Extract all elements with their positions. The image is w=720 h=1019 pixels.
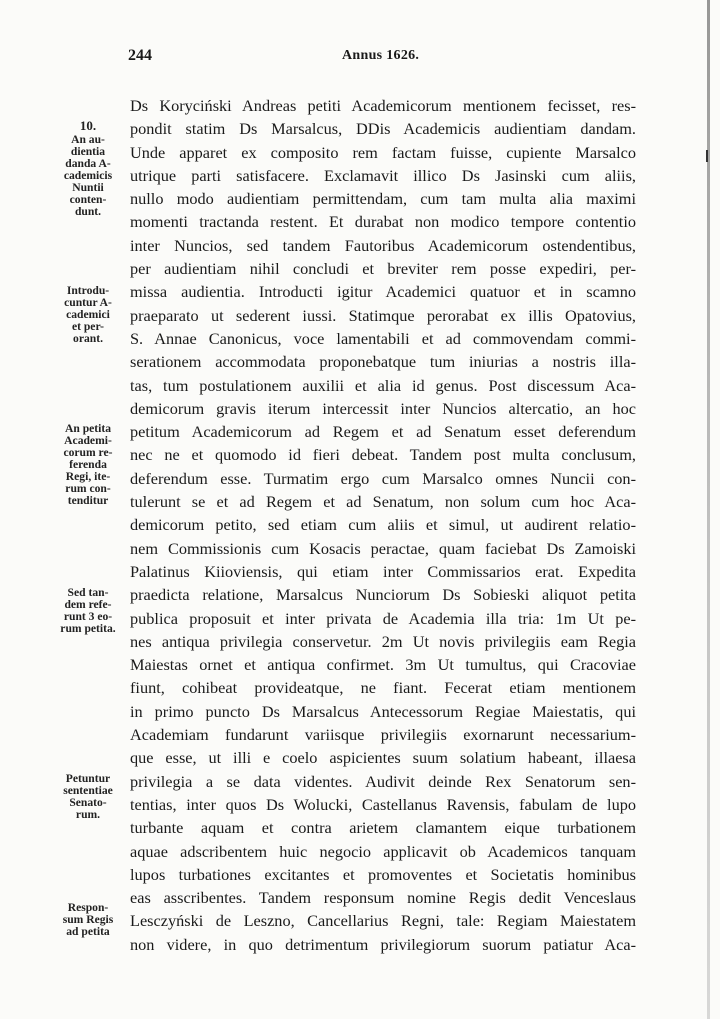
text-line: tulerunt se et ad Regem et ad Senatum, non solum cum hoc Aca-	[130, 492, 636, 512]
text-line: privilegia a se data videntes. Audivit deinde Rex Senatorum sen-	[130, 771, 636, 791]
note-line: corum re-	[63, 446, 113, 459]
scan-edge-mark	[706, 150, 708, 162]
text-line: demicorum petito, sed etiam cum aliis et simul, ut audirent relatio-	[130, 515, 636, 535]
note-line: orant.	[73, 332, 103, 345]
text-line: Academiam fundarunt variisque privilegiis exornarunt necessarium-	[130, 725, 636, 745]
note-line: ferenda	[69, 458, 107, 471]
text-line: turbante aquam et contra arietem clamantem eique turbationem	[130, 818, 636, 838]
note-line: danda A-	[65, 157, 111, 170]
text-line: serationem accommodata proponebatque tum iniurias a nostris illa-	[130, 352, 636, 372]
text-line: pondit statim Ds Marsalcus, DDis Academicis audientiam dandam.	[130, 119, 636, 139]
margin-note-introduced	[50, 285, 126, 345]
text-line: deferendum esse. Turmatim ergo cum Marsalco omnes Nuncii con-	[130, 468, 636, 488]
text-line: utrique parti satisfacere. Exclamavit illico Ds Jasinski cum aliis,	[130, 165, 636, 185]
note-number: 10.	[79, 118, 97, 133]
note-line: Petuntur	[65, 772, 111, 785]
text-line: demicorum gravis iterum intercessit inter Nuncios altercatio, an hoc	[130, 398, 636, 418]
text-line: Maiestas ornet et antiqua confirmet. 3m Ut tumultus, qui Cracoviae	[130, 655, 636, 675]
text-line: Unde apparet ex composito rem factam fuisse, cupiente Marsalco	[130, 142, 636, 162]
note-line: dem refe-	[64, 598, 112, 611]
margin-note-three-petitions	[50, 587, 126, 635]
note-line: conten-	[69, 193, 107, 206]
note-line: rum.	[75, 808, 101, 821]
note-line: rum petita.	[60, 622, 116, 635]
note-line: Regi, ite-	[65, 470, 111, 483]
text-line: non videre, in quo detrimentum privilegiorum suorum patiatur Aca-	[130, 934, 636, 954]
margin-note-senators	[50, 773, 126, 821]
note-line: Nuntii	[72, 181, 104, 194]
text-line: S. Annae Canonicus, voce lamentabili et ad commovendam commi-	[130, 328, 636, 348]
text-line: Ds Koryciński Andreas petiti Academicorum mentionem fecisset, res-	[130, 96, 636, 115]
note-line: dunt.	[74, 205, 102, 218]
margin-note-audience	[50, 120, 126, 218]
note-line: An petita	[64, 422, 112, 435]
note-line: runt 3 eo-	[63, 610, 113, 623]
text-line: nullo modo audientiam permittendam, cum tam multa alia maximi	[130, 189, 636, 209]
note-line: cademici	[66, 308, 110, 321]
text-line: fiunt, cohibeat provideatque, ne fiant. Fecerat etiam mentionem	[130, 678, 636, 698]
text-line: inter Nuncios, sed tandem Fautoribus Academicorum ostendentibus,	[130, 235, 636, 255]
text-line: praeparato ut sederent iussi. Statimque perorabat ex illis Opatovius,	[130, 305, 636, 325]
text-line: nec ne et quomodo id fieri debeat. Tandem post multa conclusum,	[130, 445, 636, 465]
note-line: cuntur A-	[64, 296, 112, 309]
note-line: et per-	[71, 320, 105, 333]
text-line: per audientiam nihil concludi et breviter rem posse expediri, per-	[130, 259, 636, 279]
text-line: tentias, inter quos Ds Wolucki, Castellanus Ravensis, fabulam de lupo	[130, 794, 636, 814]
page-number: 244	[128, 47, 152, 64]
text-line: tas, tum postulationem auxilii et alia id genus. Post discessum Aca-	[130, 375, 636, 395]
text-line: Palatinus Kiioviensis, qui etiam inter Commissarios erat. Expedita	[130, 561, 636, 581]
note-line: cademicis	[63, 169, 113, 182]
text-line: publica proposuit et inter privata de Academia illa tria: 1m Ut pe-	[130, 608, 636, 628]
note-line: ad petita	[66, 925, 110, 938]
margin-note-king-response	[50, 902, 126, 938]
note-line: Academi-	[64, 434, 112, 447]
note-line: Sed tan-	[67, 586, 109, 599]
text-line: momenti tractanda restent. Et durabat non modico tempore contentio	[130, 212, 636, 232]
text-line: nes antiqua privilegia conservetur. 2m Ut novis privilegiis eam Regia	[130, 631, 636, 651]
margin-note-petition	[50, 423, 126, 507]
text-line: missa audientia. Introducti igitur Academici quatuor et in scamno	[130, 282, 636, 302]
page-header	[128, 47, 638, 71]
text-line: Lesczyński de Leszno, Cancellarius Regni, tale: Regiam Maiestatem	[130, 911, 636, 931]
body-text	[130, 94, 636, 956]
text-line: aquae adscribentem huic negocio applicavit ob Academicos tanquam	[130, 841, 636, 861]
note-line: Senato-	[69, 796, 107, 809]
text-line: petitum Academicorum ad Regem et ad Senatum esset deferendum	[130, 422, 636, 442]
text-line: eas asscribentes. Tandem responsum nomine Regis dedit Venceslaus	[130, 888, 636, 908]
text-line: que esse, ut illi e coelo aspicientes suum solatium habeant, illaesa	[130, 748, 636, 768]
text-line: nem Commissionis cum Kosacis peractae, quam faciebat Ds Zamoiski	[130, 538, 636, 558]
note-line: rum con-	[65, 482, 111, 495]
text-line: praedicta relatione, Marsalcus Nunciorum Ds Sobieski aliquot petita	[130, 585, 636, 605]
note-line: An au-	[71, 133, 105, 146]
text-line: lupos turbationes excitantes et promoventes et Societatis hominibus	[130, 864, 636, 884]
note-line: sum Regis	[62, 913, 114, 926]
note-line: Introdu-	[66, 284, 110, 297]
running-head: Annus 1626.	[342, 48, 420, 63]
text-line: in primo puncto Ds Marsalcus Antecessorum Regiae Maiestatis, qui	[130, 701, 636, 721]
note-line: tenditur	[67, 494, 109, 507]
note-line: Respon-	[67, 901, 109, 914]
note-line: dientia	[70, 145, 106, 158]
note-line: sententiae	[63, 784, 113, 797]
